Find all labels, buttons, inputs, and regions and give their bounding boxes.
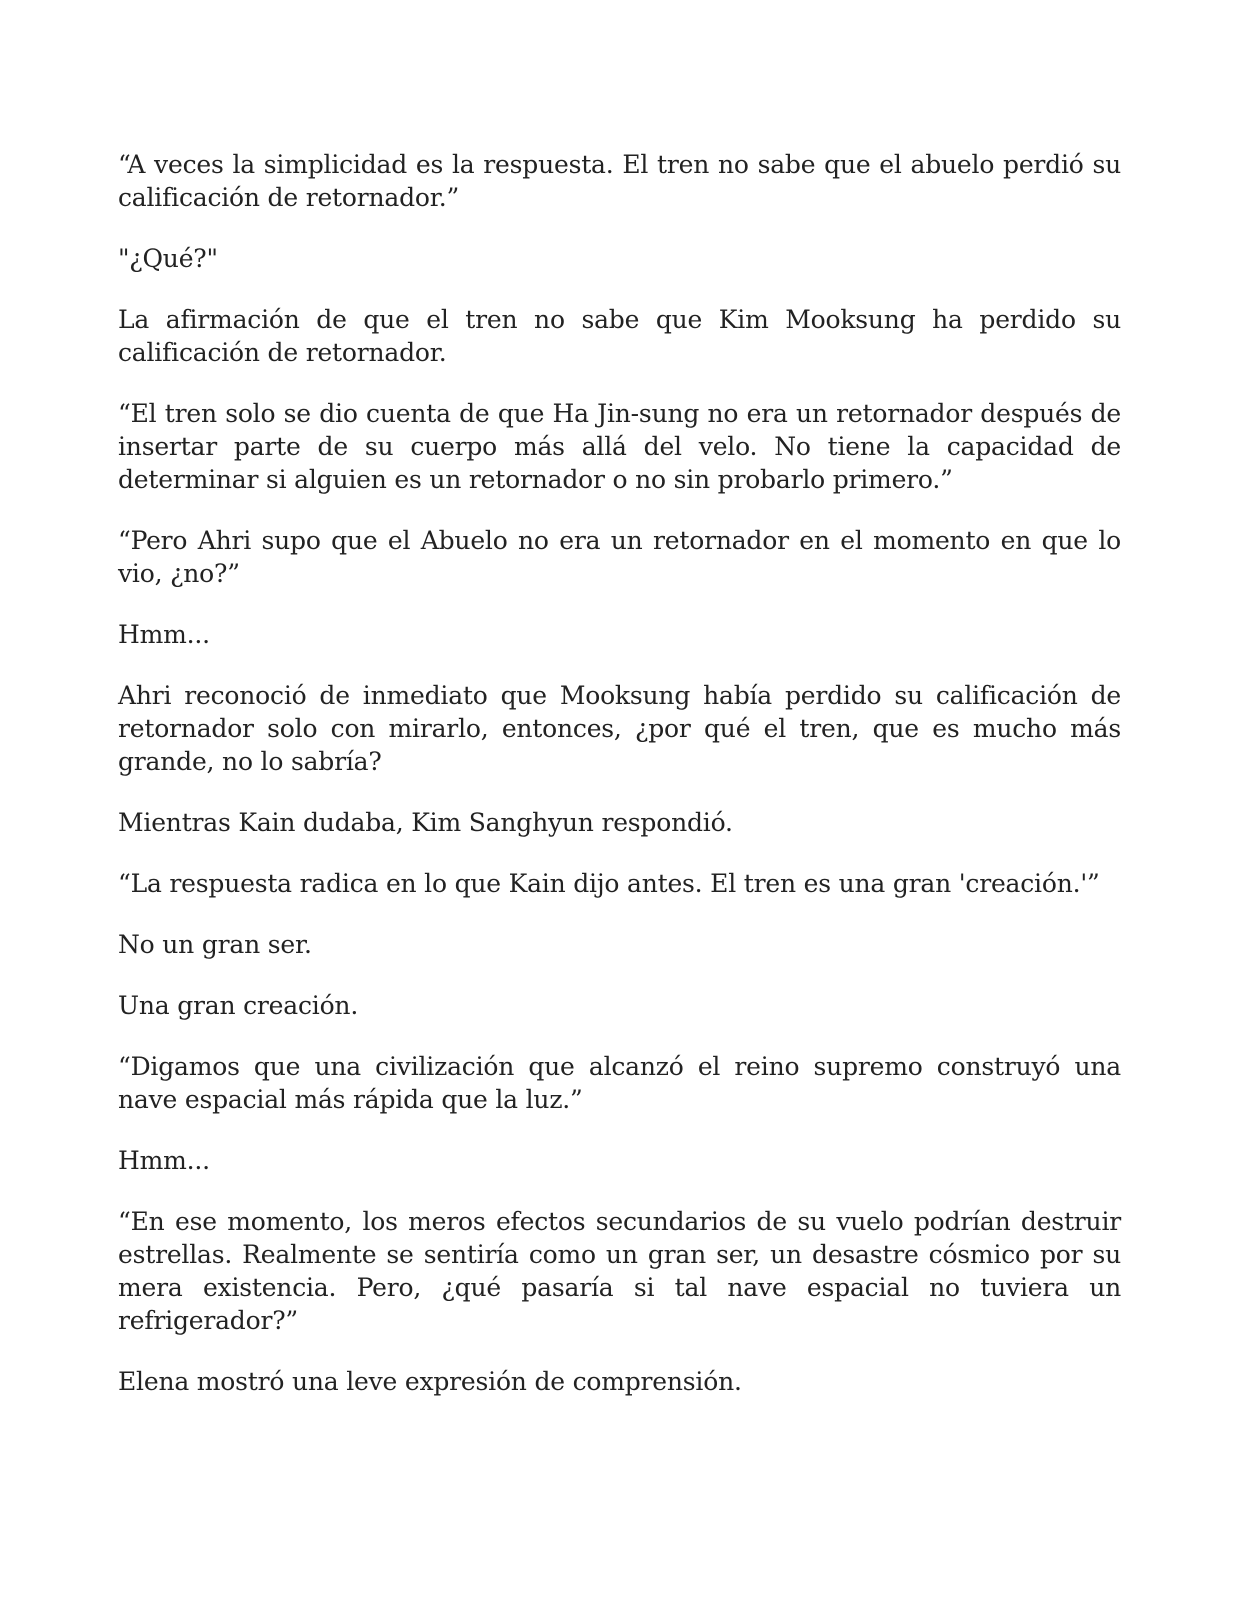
paragraph-11: Una gran creación. xyxy=(118,991,359,1020)
paragraph-2: "¿Qué?" xyxy=(118,244,218,273)
paragraph-4: “El tren solo se dio cuenta de que Ha Jin-sung no era un retornador después de insertar parte de su cuerpo más allá del velo. No tiene la capacidad de determinar si alguien es un retornador o no sin probarlo primero.” xyxy=(118,399,1121,494)
paragraph-3: La afirmación de que el tren no sabe que Kim Mooksung ha perdido su calificación de retornador. xyxy=(118,305,1121,367)
paragraph-1: “A veces la simplicidad es la respuesta. El tren no sabe que el abuelo perdió su calificación de retornador.” xyxy=(118,150,1121,212)
paragraph-7: Ahri reconoció de inmediato que Mooksung había perdido su calificación de retornador solo con mirarlo, entonces, ¿por qué el tren, que es mucho más grande, no lo sabría? xyxy=(118,681,1121,776)
paragraph-9: “La respuesta radica en lo que Kain dijo antes. El tren es una gran 'creación.'” xyxy=(118,869,1100,898)
paragraph-8: Mientras Kain dudaba, Kim Sanghyun respondió. xyxy=(118,808,733,837)
paragraph-6: Hmm... xyxy=(118,620,210,649)
paragraph-10: No un gran ser. xyxy=(118,930,312,959)
paragraph-15: Elena mostró una leve expresión de comprensión. xyxy=(118,1367,742,1396)
body-text xyxy=(118,148,1121,1426)
paragraph-13: Hmm... xyxy=(118,1146,210,1175)
paragraph-12: “Digamos que una civilización que alcanzó el reino supremo construyó una nave espacial más rápida que la luz.” xyxy=(118,1052,1121,1114)
paragraph-5: “Pero Ahri supo que el Abuelo no era un retornador en el momento en que lo vio, ¿no?” xyxy=(118,526,1121,588)
paragraph-14: “En ese momento, los meros efectos secundarios de su vuelo podrían destruir estrellas. Realmente se sentiría como un gran ser, un desastre cósmico por su mera existencia. Pero, ¿qué pasaría si tal nave espacial no tuviera un refrigerador?” xyxy=(118,1207,1121,1335)
